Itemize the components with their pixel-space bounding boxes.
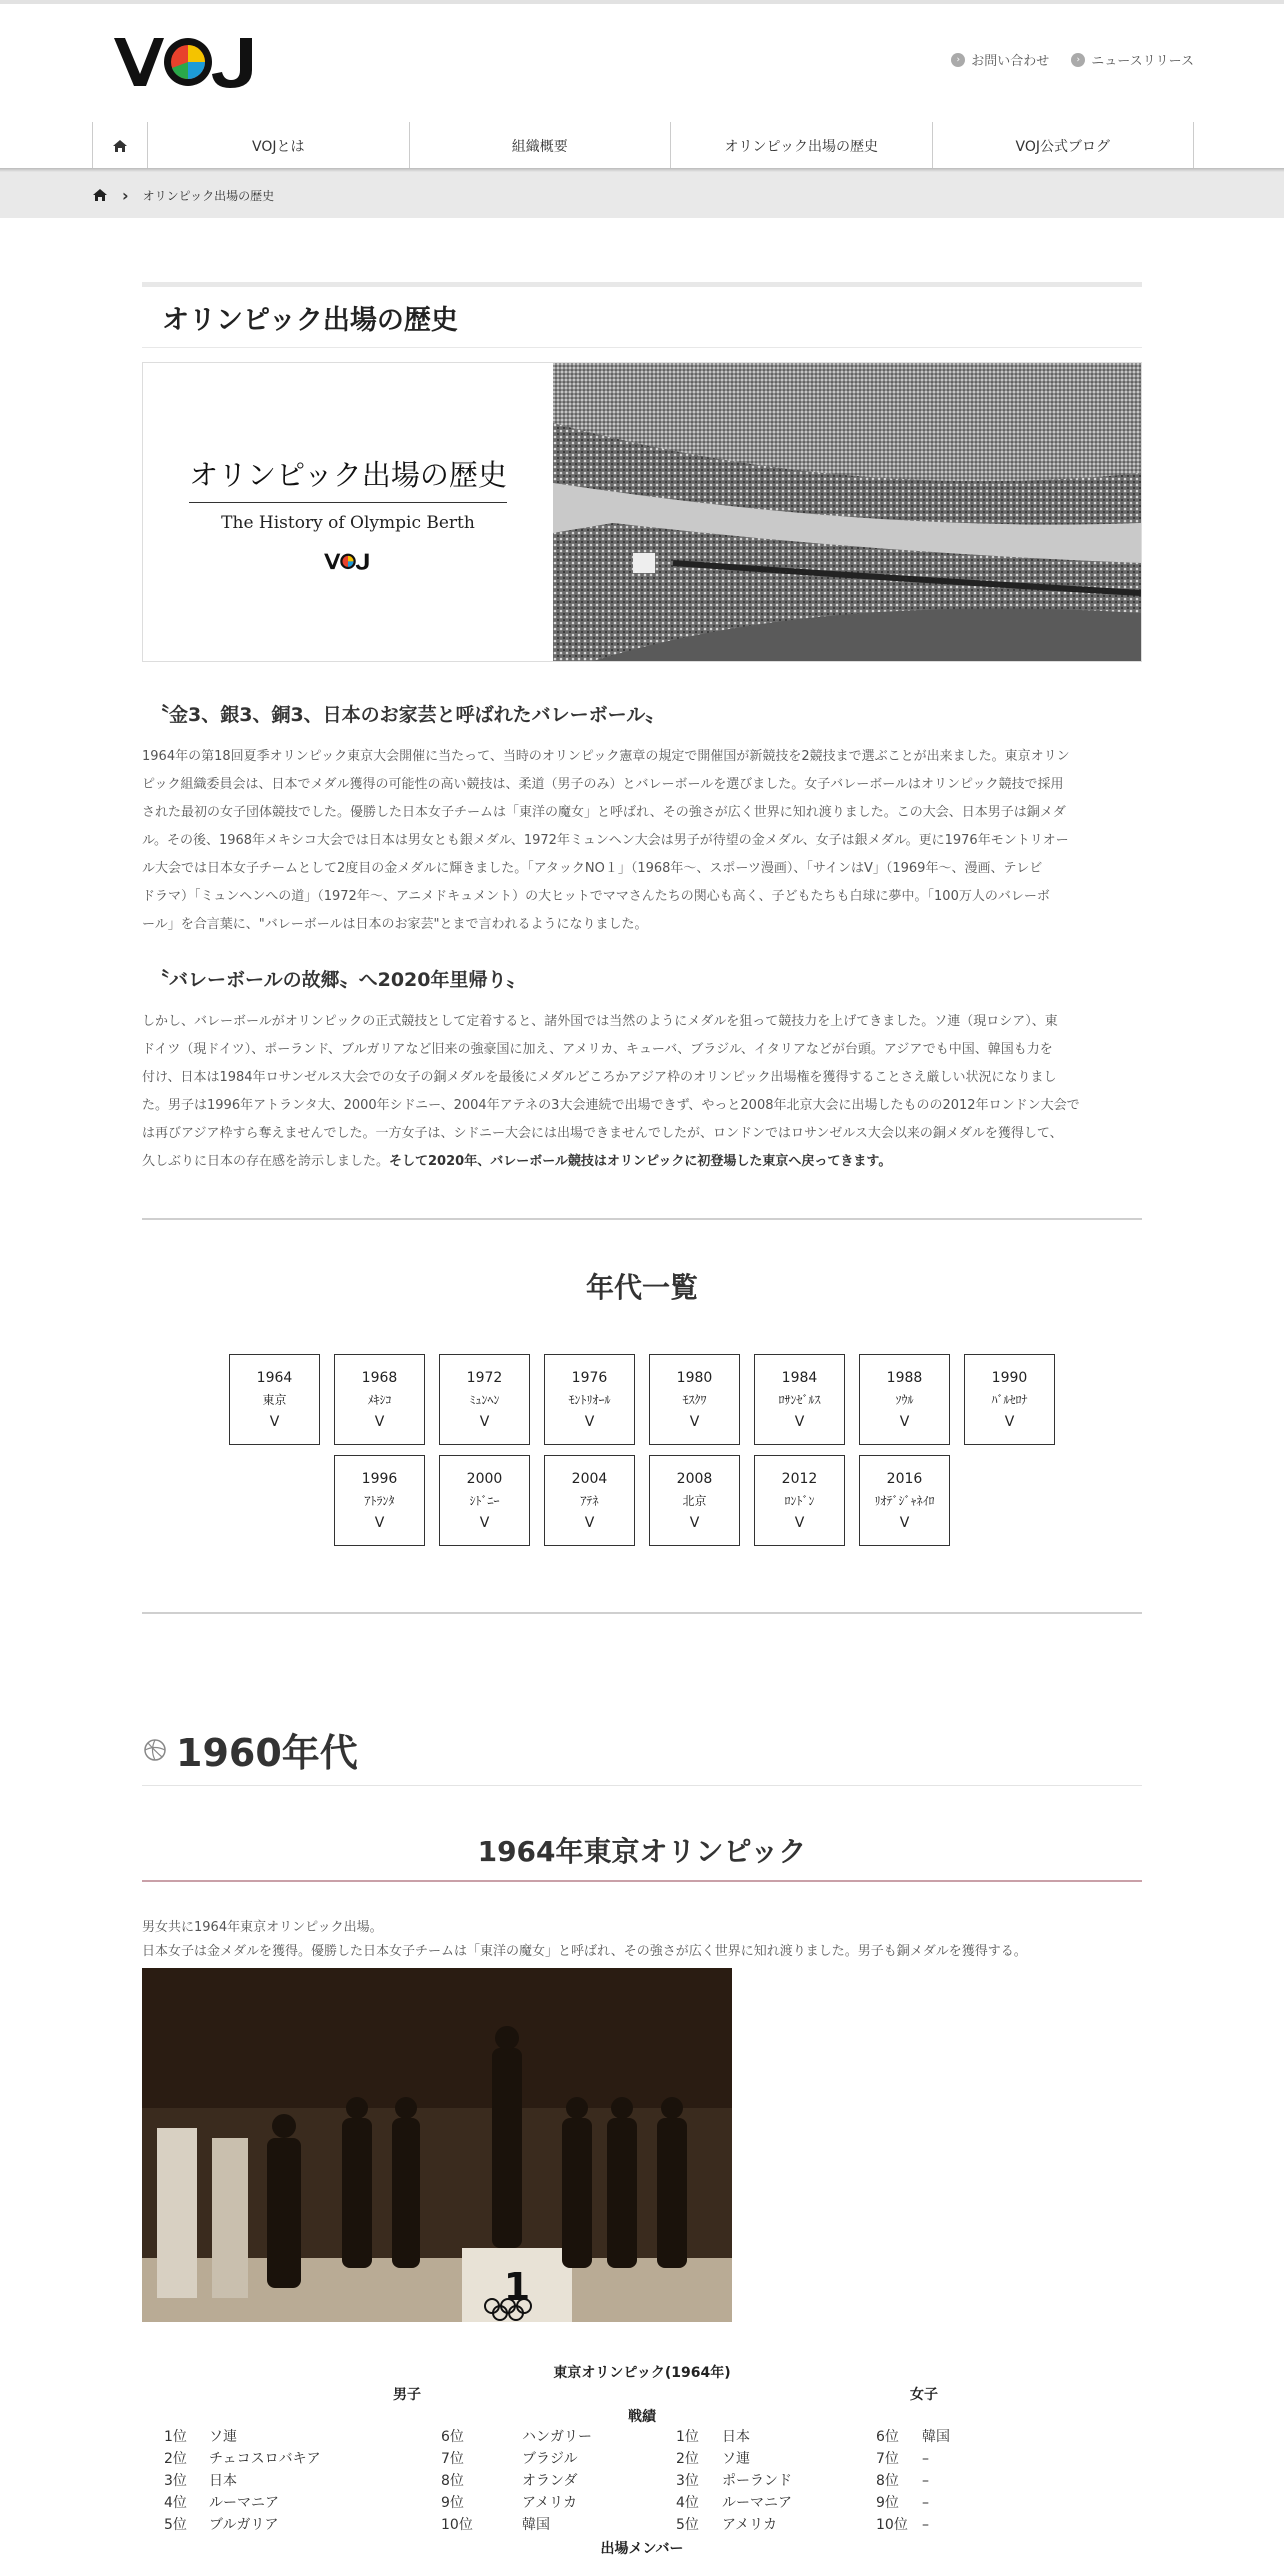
era-city: ｼﾄﾞﾆｰ [469,1493,500,1508]
section2-last-text: 久しぶりに日本の存在感を誇示しました。 [142,1154,390,1169]
voj-logo[interactable] [112,30,264,92]
era-marker: V [584,1413,595,1430]
era-year: 1964 [256,1369,293,1386]
era-marker: V [374,1514,385,1531]
era-year: 1996 [361,1470,398,1487]
rank-pos: 1位 [676,2429,699,2445]
era-marker: V [794,1413,805,1430]
era-city: ﾓﾝﾄﾘｵｰﾙ [568,1392,611,1407]
medal-ceremony-photo [142,1968,732,2322]
standings-table [142,2426,1142,2536]
hero-title-jp: オリンピック出場の歴史 [189,453,507,503]
rank-team: – [922,2451,929,2467]
section1-heading: 〝金3、銀3、銅3、日本のお家芸と呼ばれたバレーボール〟 [150,704,665,726]
women-label: 女子 [910,2387,938,2403]
rank-team: 日本 [209,2473,237,2489]
rank-team: アメリカ [722,2517,778,2533]
era-link-1972[interactable] [439,1354,530,1445]
games-intro [142,1916,1142,1964]
rank-pos: 5位 [164,2517,187,2533]
era-link-1988[interactable] [859,1354,950,1445]
era-year: 2008 [676,1470,713,1487]
podium-number: 1 [503,2265,531,2309]
rank-pos: 9位 [441,2495,464,2511]
rank-team: ルーマニア [209,2495,279,2511]
nav-item-olympic-history[interactable]: オリンピック出場の歴史 [671,122,933,170]
era-marker: V [269,1413,280,1430]
era-year: 1968 [361,1369,398,1386]
divider [142,1612,1142,1614]
nav-item-organization[interactable]: 組織概要 [410,122,672,170]
hero-voj-logo [323,551,373,571]
era-city: ﾛﾝﾄﾞﾝ [784,1493,815,1508]
section2-line: ドイツ（現ドイツ）、ポーランド、ブルガリアなど旧来の強豪国に加え、アメリカ、キューバ、ブラジル、イタリアなどが台頭。アジアでも中国、韓国も力を [142,1042,1053,1057]
nav-home[interactable] [92,122,148,170]
rank-team: ハンガリー [522,2429,592,2445]
standings-row [676,2470,1142,2492]
era-link-1990[interactable] [964,1354,1055,1445]
members-label: 出場メンバー [600,2541,684,2557]
section2-line: しかし、バレーボールがオリンピックの正式競技として定着すると、諸外国では当然のようにメダルを狙って競技力を上げてきました。ソ連（現ロシア）、東 [142,1014,1058,1029]
section1-line: ピック組織委員会は、日本でメダル獲得の可能性の高い競技は、柔道（男子のみ）とバレーボールを選びました。女子バレーボールはオリンピック競技で採用 [142,777,1064,792]
hero-text [143,363,553,661]
era-city: ﾓｽｸﾜ [682,1392,707,1407]
era-marker: V [794,1514,805,1531]
rank-pos: 3位 [676,2473,699,2489]
era-link-1968[interactable] [334,1354,425,1445]
section2-line: 付け、日本は1984年ロサンゼルス大会での女子の銅メダルを最後にメダルどころかアジア枠のオリンピック出場権を獲得することさえ厳しい状況になりまし [142,1070,1057,1085]
rank-team: – [922,2473,929,2489]
era-link-2012[interactable] [754,1455,845,1546]
intro-line: 男女共に1964年東京オリンピック出場。 [142,1920,383,1935]
era-year: 2016 [886,1470,923,1487]
home-icon [112,139,128,153]
breadcrumb-current: オリンピック出場の歴史 [142,188,275,203]
men-label: 男子 [393,2387,421,2403]
gender-row [142,2384,1142,2404]
era-list-title: 年代一覧 [585,1271,698,1304]
page-title: オリンピック出場の歴史 [162,304,458,336]
era-year: 1984 [781,1369,818,1386]
section1-line: ール」を合言葉に、"バレーボールは日本のお家芸"とまで言われるようになりました。 [142,917,648,932]
era-city: 東京 [262,1392,287,1407]
era-city: 北京 [682,1493,707,1508]
breadcrumb-home-icon[interactable] [92,188,108,202]
standings-row [676,2426,1142,2448]
section2-heading: 〝バレーボールの故郷〟へ2020年里帰り〟 [150,969,526,991]
rank-pos: 10位 [441,2517,473,2533]
era-city: ﾛｻﾝｾﾞﾙｽ [778,1392,821,1407]
stadium-photo [553,363,1141,661]
section1-body [142,743,1142,939]
rank-pos: 9位 [876,2495,899,2511]
rank-pos: 5位 [676,2517,699,2533]
contact-link-label: お問い合わせ [971,54,1050,69]
rank-team: ブラジル [522,2451,578,2467]
standings-row [676,2448,1142,2470]
rank-team: – [922,2517,929,2533]
era-link-2008[interactable] [649,1455,740,1546]
standings-row [676,2514,1142,2536]
era-marker: V [1004,1413,1015,1430]
rank-team: ルーマニア [722,2495,792,2511]
rank-pos: 4位 [164,2495,187,2511]
rank-team: オランダ [522,2473,578,2489]
rank-pos: 3位 [164,2473,187,2489]
rank-pos: 8位 [876,2473,899,2489]
section2-line: は再びアジア枠すら奪えませんでした。一方女子は、シドニー大会には出場できませんでしたが、ロンドンではロサンゼルス大会以来の銅メダルを獲得して、 [142,1126,1063,1141]
era-city: ｱﾃﾈ [580,1493,599,1508]
rank-team: ブルガリア [209,2517,279,2533]
main-nav [92,122,1194,170]
era-year: 1980 [676,1369,713,1386]
nav-item-about[interactable]: VOJとは [148,122,410,170]
era-link-1964[interactable] [229,1354,320,1445]
era-year: 2000 [466,1470,503,1487]
era-marker: V [374,1413,385,1430]
era-city: ﾊﾞﾙｾﾛﾅ [991,1392,1028,1407]
era-link-1984[interactable] [754,1354,845,1445]
rank-pos: 6位 [876,2429,899,2445]
hero-banner [142,362,1142,662]
standings-row [164,2492,676,2514]
rank-pos: 10位 [876,2517,908,2533]
section2-body [142,1008,1142,1176]
women-standings [676,2426,1142,2536]
rank-pos: 6位 [441,2429,464,2445]
rank-team: ポーランド [722,2473,792,2489]
main-content [142,282,1142,2558]
era-city: ﾐｭﾝﾍﾝ [469,1392,500,1407]
rank-pos: 2位 [676,2451,699,2467]
era-year: 1988 [886,1369,923,1386]
era-marker: V [899,1514,910,1531]
standings-row [676,2492,1142,2514]
era-city: ｿｳﾙ [895,1392,914,1407]
era-marker: V [479,1413,490,1430]
standings-row [164,2426,676,2448]
era-link-1976[interactable] [544,1354,635,1445]
era-year: 1972 [466,1369,503,1386]
section1-line: された最初の女子団体競技でした。優勝した日本女子チームは「東洋の魔女」と呼ばれ、その強さが広く世界に知れ渡りました。この大会、日本男子は銅メダ [142,805,1066,820]
rank-pos: 7位 [441,2451,464,2467]
rank-team: ソ連 [722,2451,750,2467]
decade-heading [142,1722,1142,1786]
intro-line: 日本女子は金メダルを獲得。優勝した日本女子チームは「東洋の魔女」と呼ばれ、その強さが広く世界に知れ渡りました。男子も銅メダルを獲得する。 [142,1944,1027,1959]
standings-row [164,2448,676,2470]
hero-title-en: The History of Olympic Berth [221,513,475,533]
divider [142,1218,1142,1220]
section2-line: た。男子は1996年アトランタ大、2000年シドニー、2004年アテネの3大会連続で出場できず、やっと2008年北京大会に出場したものの2012年ロンドン大会で [142,1098,1080,1113]
page-title-bar [142,282,1142,348]
chevron-right-icon: › [1071,53,1085,67]
era-link-2004[interactable] [544,1455,635,1546]
era-link-2000[interactable] [439,1455,530,1546]
section1-line: 1964年の第18回夏季オリンピック東京大会開催に当たって、当時のオリンピック憲章の規定で開催国が新競技を2競技まで選ぶことが出来ました。東京オリン [142,749,1070,764]
era-marker: V [689,1413,700,1430]
section2-line-last [142,1148,1142,1176]
rank-team: ソ連 [209,2429,237,2445]
rank-team: アメリカ [522,2495,578,2511]
section2-bold-text: そして2020年、バレーボール競技はオリンピックに初登場した東京へ戻ってきます。 [389,1154,892,1169]
rank-team: 日本 [722,2429,750,2445]
rank-pos: 2位 [164,2451,187,2467]
era-link-1996[interactable] [334,1455,425,1546]
rank-pos: 4位 [676,2495,699,2511]
era-marker: V [584,1514,595,1531]
contact-link[interactable] [951,50,1049,69]
breadcrumb [0,172,1284,218]
news-release-link-label: ニュースリリース [1091,54,1194,69]
rank-team: 韓国 [522,2517,550,2533]
header-links [951,50,1194,69]
era-city: ｱﾄﾗﾝﾀ [364,1493,395,1508]
era-city: ﾒｷｼｺ [367,1392,392,1407]
rank-team: チェコスロバキア [209,2451,321,2467]
rank-pos: 1位 [164,2429,187,2445]
standings-row [164,2514,676,2536]
standings-label: 戦績 [628,2409,656,2425]
result-title: 東京オリンピック(1964年) [553,2365,731,2381]
rank-team: – [922,2495,929,2511]
era-marker: V [899,1413,910,1430]
rank-pos: 7位 [876,2451,899,2467]
era-marker: V [479,1514,490,1531]
era-city: ﾘｵﾃﾞｼﾞｬﾈｲﾛ [874,1493,935,1508]
rank-pos: 8位 [441,2473,464,2489]
games-title: 1964年東京オリンピック [142,1830,1142,1882]
section1-line: ル。その後、1968年メキシコ大会では日本は男女とも銀メダル、1972年ミュンヘン大会は男子が待望の金メダル、女子は銀メダル。更に1976年モントリオー [142,833,1069,848]
section1-line: ル大会では日本女子チームとして2度目の金メダルに輝きました。「アタックNO１」（1968年～、スポーツ漫画）、「サインはV」（1969年～、漫画、テレビ [142,861,1043,876]
era-marker: V [689,1514,700,1531]
news-release-link[interactable] [1071,50,1194,69]
era-link-2016[interactable] [859,1455,950,1546]
chevron-right-icon: › [951,53,965,67]
men-standings [142,2426,676,2536]
top-border [0,0,1284,4]
era-year: 2012 [781,1470,818,1487]
chevron-right-icon: › [122,185,129,205]
rank-team: 韓国 [922,2429,950,2445]
era-grid [192,1354,1092,1546]
era-year: 2004 [571,1470,608,1487]
volleyball-icon [142,1737,168,1763]
nav-item-blog[interactable]: VOJ公式ブログ [933,122,1195,170]
standings-row [164,2470,676,2492]
decade-title: 1960年代 [176,1731,358,1775]
section1-line: ドラマ）「ミュンヘンへの道」（1972年～、アニメドキュメント）の大ヒットでママさんたちの関心も高く、子どもたちも白球に夢中。「100万人のバレーボ [142,889,1050,904]
era-year: 1990 [991,1369,1028,1386]
era-year: 1976 [571,1369,608,1386]
era-link-1980[interactable] [649,1354,740,1445]
